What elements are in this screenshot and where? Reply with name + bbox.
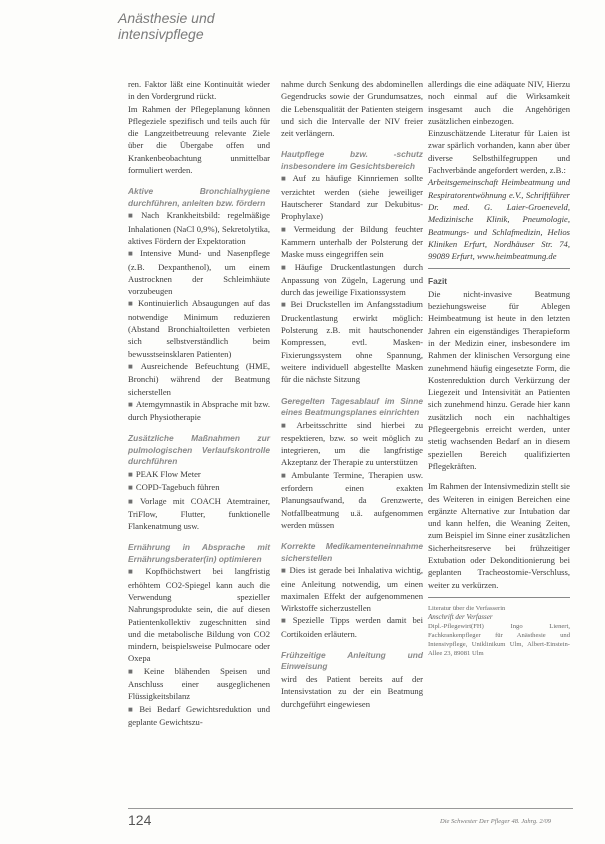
divider [428,268,570,269]
header-title-line2: intensivpflege [118,26,204,42]
col2-heading-2: Geregelten Tagesablauf im Sinne eines Beatmungsplanes einrichten [281,395,423,418]
col3-reference: Arbeitsgemeinschaft Heimbeatmung und Respiratorentwöhnung e.V., Schriftführer Dr. med. G. Laier-Groeneveld, Medizinische Klinik, Pneumologie, Beatmungs- und Schlafmedizin, Helios Kliniken Erfurt, Nordhäuser Str. 74, 99089 Erfurt, www.heimbeatmung.de [428,177,570,262]
col1-bullet-6: ■ PEAK Flow Meter [128,468,270,481]
page-number: 124 [128,812,152,828]
col1-heading-3: Ernährung in Absprache mit Ernährungsberater(in) optimieren [128,542,270,564]
col1-intro: ren. Faktor läßt eine Kontinuität wieder in den Vordergrund rückt. [128,79,270,102]
literature-note: Literatur über die Verfasserin [428,604,506,612]
col2-bullet-3: ■ Häufige Druckentlastungen durch Anpassung von Zügeln, Lagerung und durch das jeweilige Fixationssystem [281,261,423,299]
col2-bullet-8: ■ Spezielle Tipps werden damit bei Cortikoiden erläutern. [281,614,423,640]
col2-bullet-2: ■ Vermeidung der Bildung feuchter Kammern unterhalb der Polsterung der Maske muss eingegriffen sein [281,223,423,261]
divider [428,597,570,598]
col2-bullet-7: ■ Dies ist gerade bei Inhalativa wichtig, eine Anleitung notwendig, um einen maximalen Effekt der aufgenommenen Wirkstoffe sicherzustellen [281,564,423,614]
col2-heading-4: Frühzeitige Anleitung und Einweisung [281,649,423,672]
col3-intro: allerdings die eine adäquate NIV, Hierzu noch einmal auf die Wirksamkeit insgesamt auch die Angehörigen zusätzlichen einbezogen. [428,79,570,126]
col1-heading-1: Aktive Bronchialhygiene durchführen, anleiten bzw. fördern [128,186,270,208]
fazit-text: Die nicht-invasive Beatmung beziehungsweise für Ablegen Heimbeatmung ist heute in den letzten Jahren ein eigenständiges Therapieform in der Medizin einer, insbesondere im Rahmen der klinischen Versorgung eine zunehmend häufig eingesetzte Form, die Kostenreduktion durch Verkürzung der Liegezeit und Intensivität an Patienten sich zunehmend hinzu. Gerade hier kann zusätzlich noch ein nachhaltiges Pflegeergebnis erreicht werden, unter stetig wachsenden Bedarf an in diesem speziellen Bereich qualifizierten Pflegekräften. [428,288,570,471]
col2-bullet-5: ■ Arbeitsschritte sind hierbei zu respektieren, bzw. so weit möglich zu integrieren, um die langfristige Akzeptanz der Therapie zu unterstützen [281,419,423,469]
col1-heading-2: Zusätzliche Maßnahmen zur pulmologischen Verlaufskontrolle durchführen [128,433,270,467]
col2-heading-3: Korrekte Medikamenteneinnahme sicherstellen [281,541,423,563]
col2-paragraph-1: wird des Patient bereits auf der Intensivstation zu der ein Beatmung durchgeführt eingewiesen [281,673,423,709]
column-3 [428,78,570,658]
col1-bullet-8: ■ Vorlage mit COACH Atemtrainer, TriFlow, Flutter, funktionelle Flankenatmung usw. [128,495,270,533]
authors-heading: Anschrift der Verfasser [428,612,493,621]
header-title-line1: Anästhesie und [118,10,215,26]
col1-bullet-1: ■ Nach Krankheitsbild: regelmäßige Inhalationen (NaCl 0,9%), Sekretolytika, aktives Fördern der Expektoration [128,209,270,247]
col1-bullet-10: ■ Keine blähenden Speisen und Anschluss einer ausgeglichenen Flüssigkeitsbilanz [128,665,270,703]
col1-bullet-5: ■ Atemgymnastik in Absprache mit bzw. durch Physiotherapie [128,398,270,424]
fazit-title: Fazit [428,276,448,287]
col1-intro2: Im Rahmen der Pflegeplanung können Pflegeziele spezifisch und teils auch für die Langzeitbetreuung relevante Ziele über die Übergabe offen und Krankenbeobachtung unmittelbar formuliert werden. [128,103,270,176]
page-header [118,10,338,42]
journal-footer: Die Schwester Der Pfleger 48. Jahrg. 2/09 [440,818,551,825]
col1-bullet-11: ■ Bei Bedarf Gewichtsreduktion und geplante Gewichtszu- [128,703,270,729]
col2-intro: nahme durch Senkung des abdominellen Gegendrucks sowie der Grundumsatzes, die Lebensqualität der Patienten steigern und sich die Intervalle der NIV freier zeit verlängern. [281,79,423,139]
col1-bullet-4: ■ Ausreichende Befeuchtung (HME, Bronchi) während der Beatmung sicherstellen [128,360,270,398]
authors-address: Dipl.-Pflegewirt(FH) Ingo Lienert, Fachkrankenpfleger für Anästhesie und Intensivpflege, Uniklinikum Ulm, Albert-Einstein-Allee 23, 89081 Ulm [428,622,570,657]
column-2 [281,78,423,710]
col2-bullet-6: ■ Ambulante Termine, Therapien usw. erfordern einen exakten Planungsaufwand, da Grenzwerte, Notfallbeatmung u.ä. aufgenommen werden müssen [281,469,423,531]
col1-bullet-7: ■ COPD-Tagebuch führen [128,481,270,494]
col2-bullet-1: ■ Auf zu häufige Kinnriemen sollte verzichtet werden (siehe jeweiliger Hautscherer Standard zur Dekubitus-Prophylaxe) [281,172,423,222]
column-1 [128,78,270,728]
col1-bullet-2: ■ Intensive Mund- und Nasenpflege (z.B. Dexpanthenol), um einem Austrocknen der Schleimhäute vorzubeugen [128,247,270,297]
col2-heading-1: Hautpflege bzw. -schutz insbesondere im Gesichtsbereich [281,149,423,171]
col1-bullet-9: ■ Kopfhöchstwert bei langfristig erhöhtem CO2-Spiegel kann auch die Verwendung spezieller Nahrungsprodukte sein, die auf diesen Patientenkollektiv zugeschnitten sind und die metabolische Bildung von CO2 mindern, beispielsweise Pulmocare oder Oxepa [128,565,270,664]
col1-bullet-3: ■ Kontinuierlich Absaugungen auf das notwendige Minimum reduzieren (Abstand Bronchialtoiletten verbieten sich selbstverständlich beim bewusstseinsklaren Patienten) [128,297,270,359]
footer-rule [128,808,573,809]
col3-intro2: Einzuschätzende Literatur für Laien ist zwar spärlich vorhanden, kann aber über diverse Selbsthilfegruppen und Fachverbände angefordert werden, z.B.: [428,128,570,176]
fazit-text-2: Im Rahmen der Intensivmedizin stellt sie des Weiteren in einigen Bereichen eine ergänzte Alternative zur Intubation dar und kann helfen, die Weaning Zeiten, zum Beispiel im Sinne einer zusätzlichen Sicherheitsreserve bei frühzeitiger Extubation oder Dekonditionierung bei geplanten Tracheostomie-Verschluss, weiter zu verkürzen. [428,481,570,590]
col2-bullet-4: ■ Bei Druckstellen im Anfangsstadium Druckentlastung erwirkt möglich: Polsterung z.B. mit hautschonender Kompressen, evtl. Masken-Fixierungssystem ohne Spannung, weitere individuell abgestellte Masken für die nächste Sitzung [281,298,423,385]
